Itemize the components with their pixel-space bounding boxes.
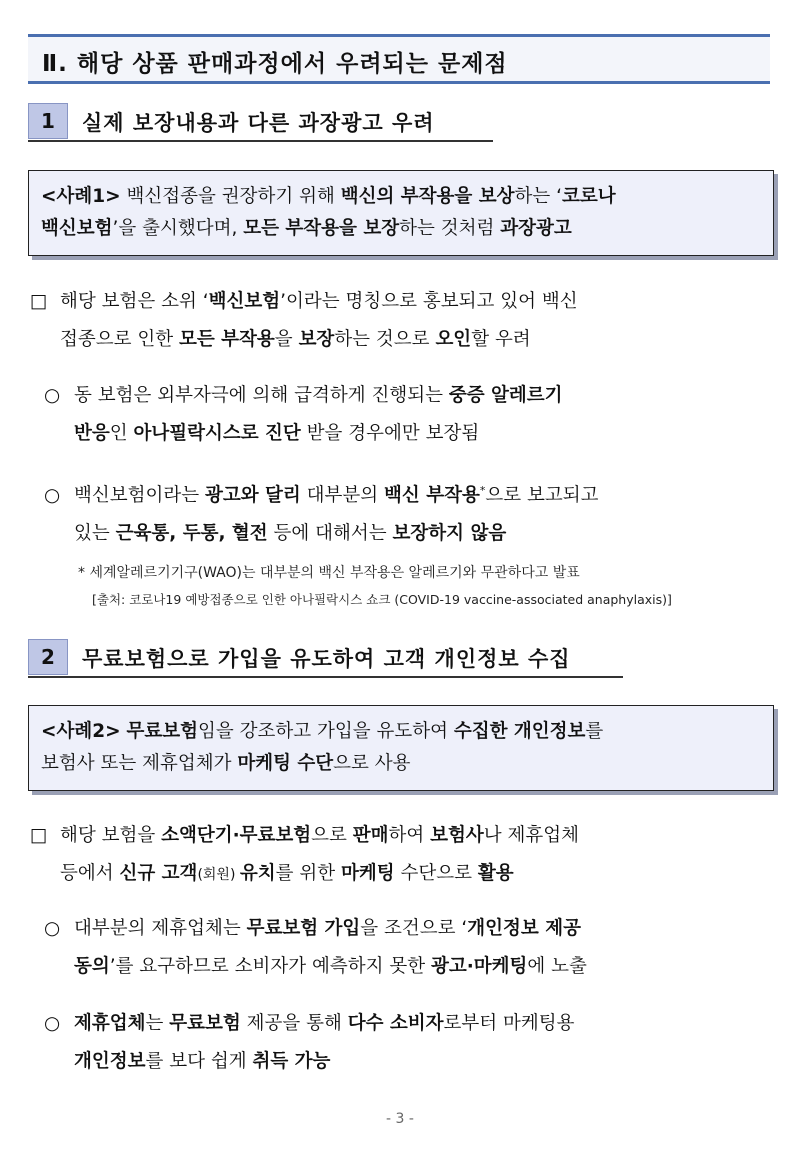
section-1-number: 1: [28, 103, 68, 139]
section-2-title: 무료보험으로 가입을 유도하여 고객 개인정보 수집: [82, 647, 571, 671]
section-2-underline: [28, 676, 623, 678]
section-1-header: [28, 103, 493, 139]
s2-point-1: □ 해당 보험을 소액단기·무료보험으로 판매하여 보험사나 제휴업체 등에서 신규 고객(회원) 유치를 위한 마케팅 수단으로 활용: [30, 825, 579, 884]
s1-point-1: □ 해당 보험은 소위 ‘백신보험’이라는 명칭으로 홍보되고 있어 백신 접종으로 인한 모든 부작용을 보장하는 것으로 오인할 우려: [30, 291, 578, 350]
case-2-line-2: 보험사 또는 제휴업체가 마케팅 수단으로 사용: [41, 753, 411, 774]
case-1-line-2: 백신보험’을 출시했다며, 모든 부작용을 보장하는 것처럼 과장광고: [41, 218, 572, 239]
case-2-line-1: <사례2> 무료보험임을 강조하고 가입을 유도하여 수집한 개인정보를: [41, 721, 604, 742]
chapter-heading-text: Ⅱ. 해당 상품 판매과정에서 우려되는 문제점: [42, 51, 508, 77]
section-1-title: 실제 보장내용과 다른 과장광고 우려: [82, 111, 435, 135]
s1-point-2: ○ 동 보험은 외부자극에 의해 급격하게 진행되는 중증 알레르기 반응인 아나필락시스로 진단 받을 경우에만 보장됨: [44, 385, 563, 444]
source-citation: [출처: 코로나19 예방접종으로 인한 아나필락시스 쇼크 (COVID-19 vaccine-associated anaphylaxis)]: [92, 592, 672, 607]
footnote: * 세계알레르기기구(WAO)는 대부분의 백신 부작용은 알레르기와 무관하다고 발표: [78, 565, 580, 581]
chapter-heading: [28, 34, 770, 84]
section-2-number: 2: [28, 639, 68, 675]
section-1-underline: [28, 140, 493, 142]
s2-point-2: ○ 대부분의 제휴업체는 무료보험 가입을 조건으로 ‘개인정보 제공 동의’를 요구하므로 소비자가 예측하지 못한 광고·마케팅에 노출: [44, 918, 587, 977]
case-1-line-1: <사례1> 백신접종을 권장하기 위해 백신의 부작용을 보상하는 ‘코로나: [41, 186, 616, 207]
s2-point-3: ○ 제휴업체는 무료보험 제공을 통해 다수 소비자로부터 마케팅용 개인정보를 보다 쉽게 취득 가능: [44, 1013, 575, 1072]
page-number: - 3 -: [386, 1111, 414, 1127]
case-2-box: [28, 705, 774, 791]
case-1-box: [28, 170, 774, 256]
section-2-header: [28, 639, 623, 675]
s1-point-3: ○ 백신보험이라는 광고와 달리 대부분의 백신 부작용*으로 보고되고 있는 근육통, 두통, 혈전 등에 대해서는 보장하지 않음: [44, 484, 599, 545]
